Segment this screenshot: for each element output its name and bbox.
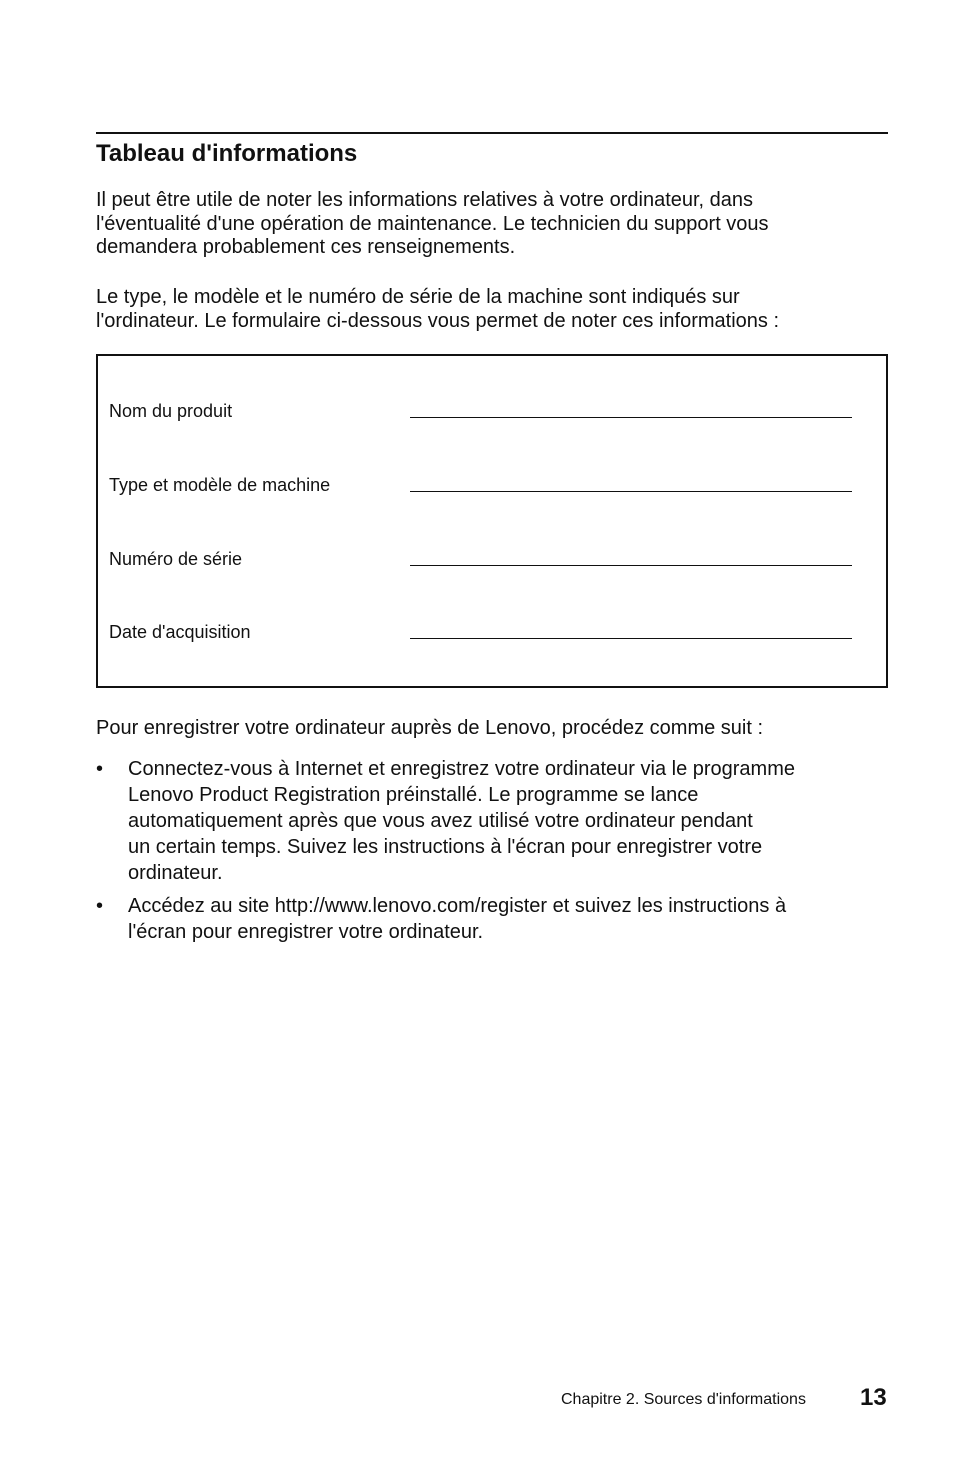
list-item: [96, 756, 858, 886]
information-form: [96, 354, 888, 688]
field-label: Nom du produit: [109, 401, 233, 421]
form-row-product-name: [98, 400, 886, 430]
list-item: [96, 893, 858, 945]
field-label: Numéro de série: [109, 549, 243, 569]
form-intro-line: Le type, le modèle et le numéro de série de la machine sont indiqués sur: [96, 286, 740, 308]
intro-paragraph: [96, 189, 888, 260]
step-line: Accédez au site http://www.lenovo.com/register et suivez les instructions à: [128, 895, 787, 917]
step-line: ordinateur.: [128, 862, 223, 884]
section-top-rule: [96, 132, 888, 134]
step-line: Lenovo Product Registration préinstallé. Le programme se lance: [128, 784, 699, 806]
registration-steps-list: [96, 756, 888, 952]
section-title: Tableau d'informations: [96, 140, 358, 167]
fill-in-line[interactable]: [410, 491, 852, 492]
footer-chapter-title: Chapitre 2. Sources d'informations: [561, 1391, 806, 1408]
registration-intro: Pour enregistrer votre ordinateur auprès de Lenovo, procédez comme suit :: [96, 717, 764, 739]
field-label: Date d'acquisition: [109, 622, 251, 642]
fill-in-line[interactable]: [410, 638, 852, 639]
page-number: 13: [860, 1384, 887, 1411]
intro-line: Il peut être utile de noter les informations relatives à votre ordinateur, dans: [96, 189, 754, 211]
intro-line: demandera probablement ces renseignements.: [96, 236, 516, 258]
fill-in-line[interactable]: [410, 417, 852, 418]
step-line: automatiquement après que vous avez utilisé votre ordinateur pendant: [128, 810, 753, 832]
bullet-icon: •: [96, 895, 104, 917]
form-intro-paragraph: [96, 286, 888, 333]
step-line: un certain temps. Suivez les instructions à l'écran pour enregistrer votre: [128, 836, 763, 858]
form-row-serial-number: [98, 548, 886, 578]
bullet-icon: •: [96, 758, 104, 780]
form-row-purchase-date: [98, 621, 886, 651]
form-intro-line: l'ordinateur. Le formulaire ci-dessous vous permet de noter ces informations :: [96, 309, 780, 332]
step-line: Connectez-vous à Internet et enregistrez votre ordinateur via le programme: [128, 758, 796, 780]
step-line: l'écran pour enregistrer votre ordinateur.: [128, 921, 484, 943]
form-row-machine-type-model: [98, 474, 886, 504]
fill-in-line[interactable]: [410, 565, 852, 566]
field-label: Type et modèle de machine: [109, 475, 331, 495]
intro-line: l'éventualité d'une opération de maintenance. Le technicien du support vous: [96, 212, 769, 235]
